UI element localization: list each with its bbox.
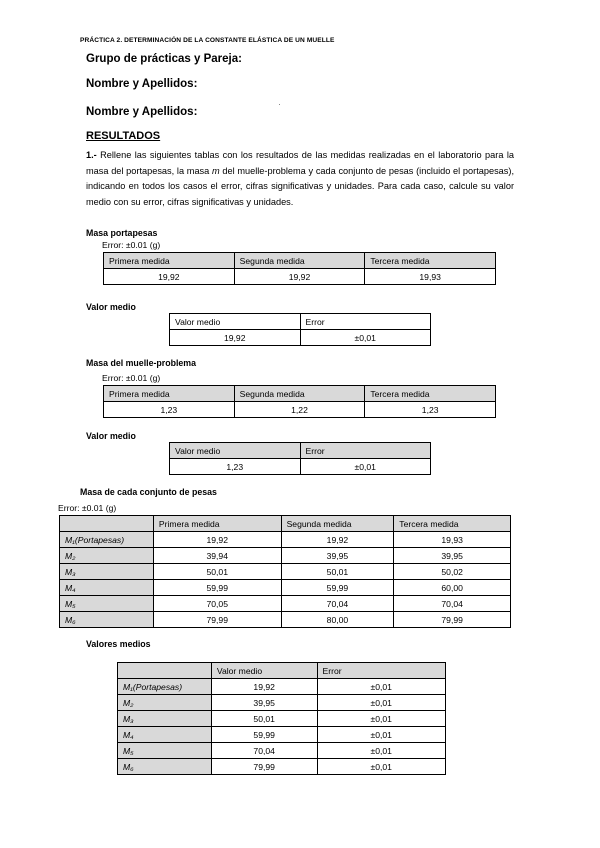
value-cell: 79,99 — [153, 612, 281, 628]
portapesas-mean-table — [169, 313, 431, 346]
value-cell: 39,95 — [211, 695, 317, 711]
table-row — [170, 330, 431, 346]
intro-paragraph — [86, 148, 514, 210]
header-cell: Error — [300, 443, 431, 459]
value-cell: 19,92 — [104, 269, 235, 285]
value-cell: 19,92 — [281, 532, 394, 548]
header-cell-blank — [60, 516, 154, 532]
header-cell: Valor medio — [211, 663, 317, 679]
value-cell: 59,99 — [153, 580, 281, 596]
row-label: M₂ — [118, 695, 212, 711]
muelle-table — [103, 385, 496, 418]
header-cell: Tercera medida — [394, 516, 511, 532]
table-header-row — [60, 516, 511, 532]
intro-text-a: Rellene las siguientes tablas con los resultados de las medidas realizadas en el laboratorio para la masa del portapesas, la masa — [86, 150, 514, 176]
row-label: M₅ — [118, 743, 212, 759]
name-label-1: Nombre y Apellidos: — [86, 78, 198, 90]
table-header-row — [170, 443, 431, 459]
value-cell: 59,99 — [211, 727, 317, 743]
value-cell: 70,04 — [394, 596, 511, 612]
value-cell: 80,00 — [281, 612, 394, 628]
row-label: M₅ — [60, 596, 154, 612]
value-cell: 50,01 — [153, 564, 281, 580]
table-row — [118, 711, 446, 727]
medios-table — [117, 662, 446, 775]
value-cell: 50,02 — [394, 564, 511, 580]
table-header-row — [170, 314, 431, 330]
row-label: M₄ — [118, 727, 212, 743]
row-label: M₃ — [118, 711, 212, 727]
muelle-mean-title: Valor medio — [86, 431, 136, 441]
table-row — [118, 695, 446, 711]
name-label-2: Nombre y Apellidos: — [86, 106, 198, 118]
value-cell: 19,92 — [153, 532, 281, 548]
results-title: RESULTADOS — [86, 130, 161, 142]
table-row — [118, 759, 446, 775]
header-cell: Error — [317, 663, 446, 679]
row-label: M₁(Portapesas) — [118, 679, 212, 695]
value-cell: 19,92 — [211, 679, 317, 695]
stray-dot — [279, 104, 280, 105]
row-label: M₂ — [60, 548, 154, 564]
table-row — [170, 459, 431, 475]
header-cell: Error — [300, 314, 431, 330]
header-cell: Primera medida — [104, 253, 235, 269]
medios-title: Valores medios — [86, 639, 151, 649]
row-label: M₃ — [60, 564, 154, 580]
value-cell: ±0,01 — [317, 679, 446, 695]
pesas-title: Masa de cada conjunto de pesas — [80, 487, 217, 497]
table-row — [60, 532, 511, 548]
value-cell: 39,95 — [281, 548, 394, 564]
header-cell: Tercera medida — [365, 253, 496, 269]
value-cell: 1,22 — [234, 402, 365, 418]
table-row — [60, 596, 511, 612]
table-header-row — [104, 386, 496, 402]
table-header-row — [118, 663, 446, 679]
intro-m: m — [211, 165, 220, 176]
portapesas-mean-title: Valor medio — [86, 302, 136, 312]
value-cell: 19,92 — [170, 330, 301, 346]
muelle-mean-table — [169, 442, 431, 475]
portapesas-title: Masa portapesas — [86, 228, 158, 238]
table-row — [104, 402, 496, 418]
pesas-error: Error: ±0.01 (g) — [58, 503, 117, 513]
value-cell: 1,23 — [170, 459, 301, 475]
header-cell: Valor medio — [170, 443, 301, 459]
muelle-title: Masa del muelle-problema — [86, 358, 196, 368]
document-header: PRÁCTICA 2. DETERMINACIÓN DE LA CONSTANTE ELÁSTICA DE UN MUELLE — [80, 37, 335, 44]
value-cell: ±0,01 — [317, 743, 446, 759]
header-cell: Primera medida — [153, 516, 281, 532]
value-cell: 60,00 — [394, 580, 511, 596]
intro-number: 1.- — [86, 150, 97, 160]
header-cell-blank — [118, 663, 212, 679]
header-cell: Tercera medida — [365, 386, 496, 402]
table-row — [118, 679, 446, 695]
portapesas-table — [103, 252, 496, 285]
intro-text-b: del muelle-problema y cada conjunto de pesas (incluido el portapesas), indicando en todos los casos el error, cifras significativas y unidades. Para cada caso, calcule su valor medio con su error, cifras significativas y unidades. — [86, 165, 514, 207]
value-cell: 79,99 — [211, 759, 317, 775]
table-row — [104, 269, 496, 285]
value-cell: 19,93 — [365, 269, 496, 285]
table-row — [60, 548, 511, 564]
muelle-error: Error: ±0.01 (g) — [102, 373, 161, 383]
table-row — [60, 564, 511, 580]
table-row — [118, 743, 446, 759]
value-cell: ±0,01 — [317, 759, 446, 775]
value-cell: 39,94 — [153, 548, 281, 564]
header-cell: Primera medida — [104, 386, 235, 402]
value-cell: 70,04 — [211, 743, 317, 759]
value-cell: 79,99 — [394, 612, 511, 628]
value-cell: 39,95 — [394, 548, 511, 564]
header-cell: Segunda medida — [234, 386, 365, 402]
value-cell: ±0,01 — [317, 711, 446, 727]
row-label: M₆ — [60, 612, 154, 628]
value-cell: ±0,01 — [300, 330, 431, 346]
value-cell: 1,23 — [365, 402, 496, 418]
portapesas-error: Error: ±0.01 (g) — [102, 240, 161, 250]
table-row — [60, 612, 511, 628]
header-cell: Segunda medida — [234, 253, 365, 269]
header-cell: Valor medio — [170, 314, 301, 330]
value-cell: 50,01 — [281, 564, 394, 580]
row-label: M₄ — [60, 580, 154, 596]
header-cell: Segunda medida — [281, 516, 394, 532]
value-cell: 19,93 — [394, 532, 511, 548]
row-label: M₁(Portapesas) — [60, 532, 154, 548]
value-cell: ±0,01 — [300, 459, 431, 475]
row-label: M₆ — [118, 759, 212, 775]
value-cell: 70,05 — [153, 596, 281, 612]
value-cell: 19,92 — [234, 269, 365, 285]
table-row — [118, 727, 446, 743]
value-cell: 59,99 — [281, 580, 394, 596]
group-label: Grupo de prácticas y Pareja: — [86, 53, 242, 65]
value-cell: ±0,01 — [317, 695, 446, 711]
value-cell: ±0,01 — [317, 727, 446, 743]
value-cell: 1,23 — [104, 402, 235, 418]
table-row — [60, 580, 511, 596]
table-header-row — [104, 253, 496, 269]
pesas-table — [59, 515, 511, 628]
value-cell: 70,04 — [281, 596, 394, 612]
value-cell: 50,01 — [211, 711, 317, 727]
